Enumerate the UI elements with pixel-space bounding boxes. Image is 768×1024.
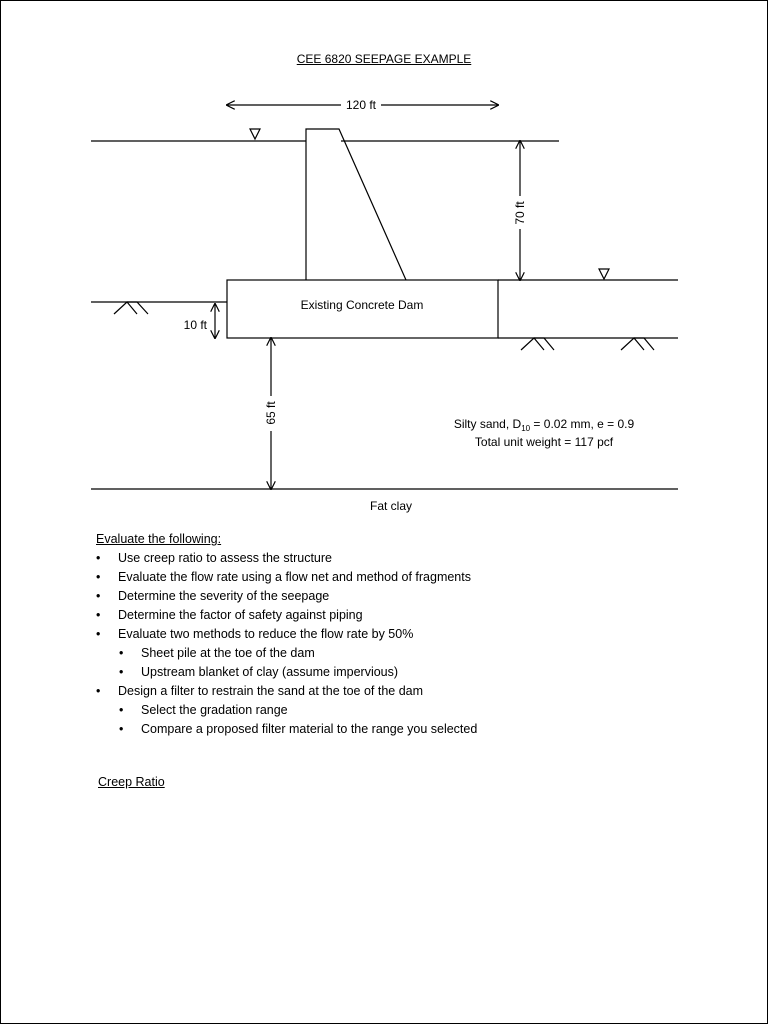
page-title: CEE 6820 SEEPAGE EXAMPLE [296, 52, 472, 66]
list-item: • Compare a proposed filter material to the range you selected [119, 720, 477, 739]
task-sublist-flow-reduction [96, 644, 477, 682]
list-item: • Evaluate the flow rate using a flow net and method of fragments [96, 568, 477, 587]
section-heading-creep-ratio: Creep Ratio [98, 775, 165, 789]
dimension-label-65ft: 65 ft [264, 401, 278, 425]
task-list-heading: Evaluate the following: [96, 532, 222, 546]
water-level-symbol-upstream [250, 129, 260, 139]
list-item: • Upstream blanket of clay (assume impervious) [119, 663, 477, 682]
list-item: • Determine the factor of safety against piping [96, 606, 477, 625]
list-item: • Determine the severity of the seepage [96, 587, 477, 606]
clay-label: Fat clay [369, 499, 413, 513]
list-item: • Select the gradation range [119, 701, 477, 720]
soil-line1-subscript: 10 [521, 424, 531, 433]
ground-hatch-upstream [114, 302, 148, 314]
list-item: • Sheet pile at the toe of the dam [119, 644, 477, 663]
soil-description-line1 [454, 417, 635, 433]
list-item: • Use creep ratio to assess the structure [96, 549, 477, 568]
task-sublist-filter [96, 701, 477, 739]
task-list-section [96, 530, 477, 739]
task-list [96, 549, 477, 644]
ground-hatch-downstream-1 [521, 338, 554, 350]
dimension-label-10ft: 10 ft [183, 318, 207, 332]
soil-description-line2: Total unit weight = 117 pcf [474, 435, 614, 449]
list-item: • Evaluate two methods to reduce the flow rate by 50% [96, 625, 477, 644]
dimension-label-70ft: 70 ft [513, 201, 527, 225]
task-list-continued [96, 682, 477, 701]
list-item: • Design a filter to restrain the sand at the toe of the dam [96, 682, 477, 701]
dam-body [306, 129, 406, 280]
soil-line1-suffix: = 0.02 mm, e = 0.9 [530, 417, 635, 431]
water-level-symbol-downstream [599, 269, 609, 279]
dam-label: Existing Concrete Dam [300, 298, 424, 312]
soil-line1-prefix: Silty sand, D [453, 417, 522, 431]
ground-hatch-downstream-2 [621, 338, 654, 350]
dam-seepage-diagram [1, 1, 767, 521]
dimension-label-120ft: 120 ft [345, 98, 377, 112]
